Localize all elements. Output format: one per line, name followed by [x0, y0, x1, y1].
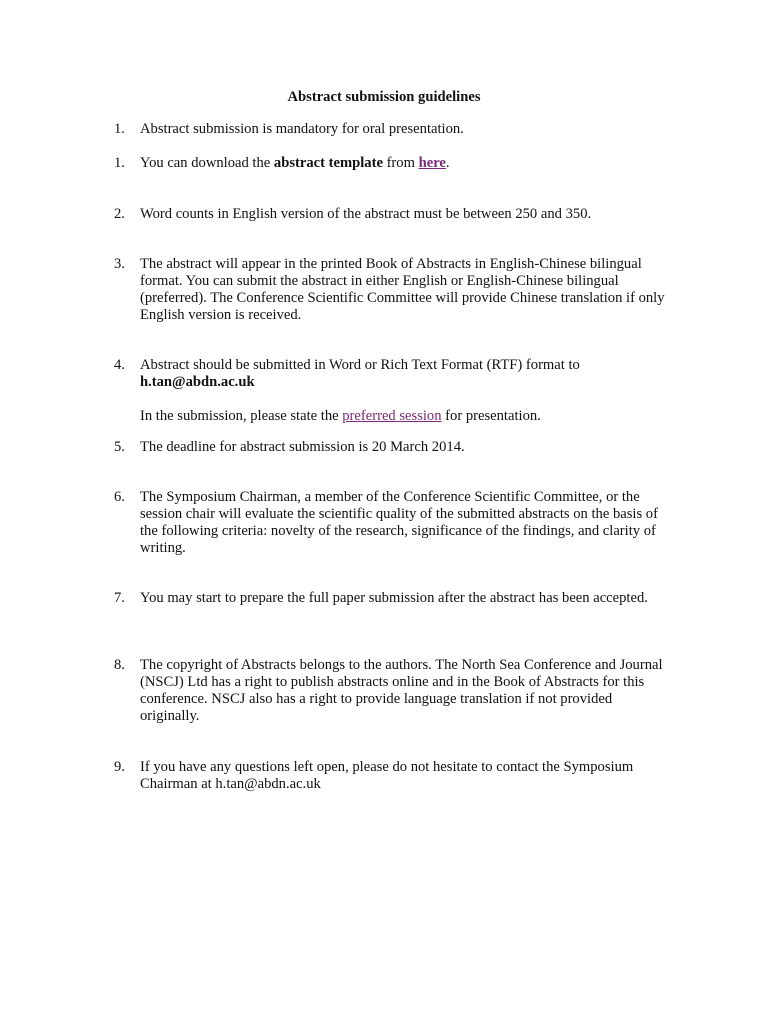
item-text: The copyright of Abstracts belongs to the authors. The North Sea Conference and Journal (NSCJ) Ltd has a right to publish abstracts online and in the Book of Abstracts for this conference. NSCJ also has a right to provide language translation if not provided originally.	[140, 657, 663, 724]
item-text: Word counts in English version of the abstract must be between 250 and 350.	[140, 206, 592, 222]
item-text: The deadline for abstract submission is 20 March 2014.	[140, 439, 465, 455]
item-text-pre: You can download the	[140, 155, 274, 171]
item-text: The Symposium Chairman, a member of the Conference Scientific Committee, or the session chair will evaluate the scientific quality of the submitted abstracts on the basis of the following criteria: novelty of the research, significance of the findings, and clarity of writing.	[140, 489, 658, 556]
item-text: If you have any questions left open, please do not hesitate to contact the Symposium Chairman at h.tan@abdn.ac.uk	[140, 759, 634, 792]
item-number: 7.	[114, 590, 125, 606]
item-text-post: for presentation.	[441, 408, 541, 424]
item-text: The abstract will appear in the printed Book of Abstracts in English-Chinese bilingual format. You can submit the abstract in either English or English-Chinese bilingual (preferred). The Conference Scientific Committee will provide Chinese translation if only English version is received.	[140, 256, 665, 323]
item-number: 6.	[114, 489, 125, 505]
preferred-session-link[interactable]: preferred session	[342, 408, 442, 424]
item-text	[140, 155, 674, 172]
item-text-pre: In the submission, please state the	[140, 408, 343, 424]
item-number: 3.	[114, 256, 125, 272]
item-text-line: Abstract should be submitted in Word or Rich Text Format (RTF) format to	[140, 357, 580, 373]
page-title: Abstract submission guidelines	[287, 89, 481, 105]
list-item-9	[114, 759, 674, 793]
item-text	[140, 357, 674, 391]
download-template-link[interactable]: here	[418, 155, 446, 171]
item-number: 2.	[114, 206, 125, 222]
item-number: 1.	[114, 155, 125, 171]
item-text: You may start to prepare the full paper submission after the abstract has been accepted.	[140, 590, 648, 606]
item-number: 9.	[114, 759, 125, 775]
item-text-post: .	[445, 155, 450, 171]
item-text: Abstract submission is mandatory for oral presentation.	[140, 121, 464, 137]
list-item-1a	[114, 121, 674, 138]
item-number: 4.	[114, 357, 125, 373]
item-text	[140, 408, 674, 425]
item-number: 1.	[114, 121, 125, 137]
list-item-7	[114, 590, 674, 607]
list-item-6	[114, 489, 674, 557]
abstract-template-label: abstract template	[273, 155, 383, 171]
list-item-5	[114, 439, 674, 456]
item-number: 8.	[114, 657, 125, 673]
item-text-mid: from	[382, 155, 419, 171]
item-number: 5.	[114, 439, 125, 455]
list-item-8	[114, 657, 674, 725]
list-item-4-note	[114, 408, 674, 425]
list-item-3	[114, 256, 674, 324]
submission-email: h.tan@abdn.ac.uk	[140, 374, 255, 390]
list-item-4	[114, 357, 674, 391]
list-item-2	[114, 206, 674, 223]
list-item-1b	[114, 155, 674, 172]
